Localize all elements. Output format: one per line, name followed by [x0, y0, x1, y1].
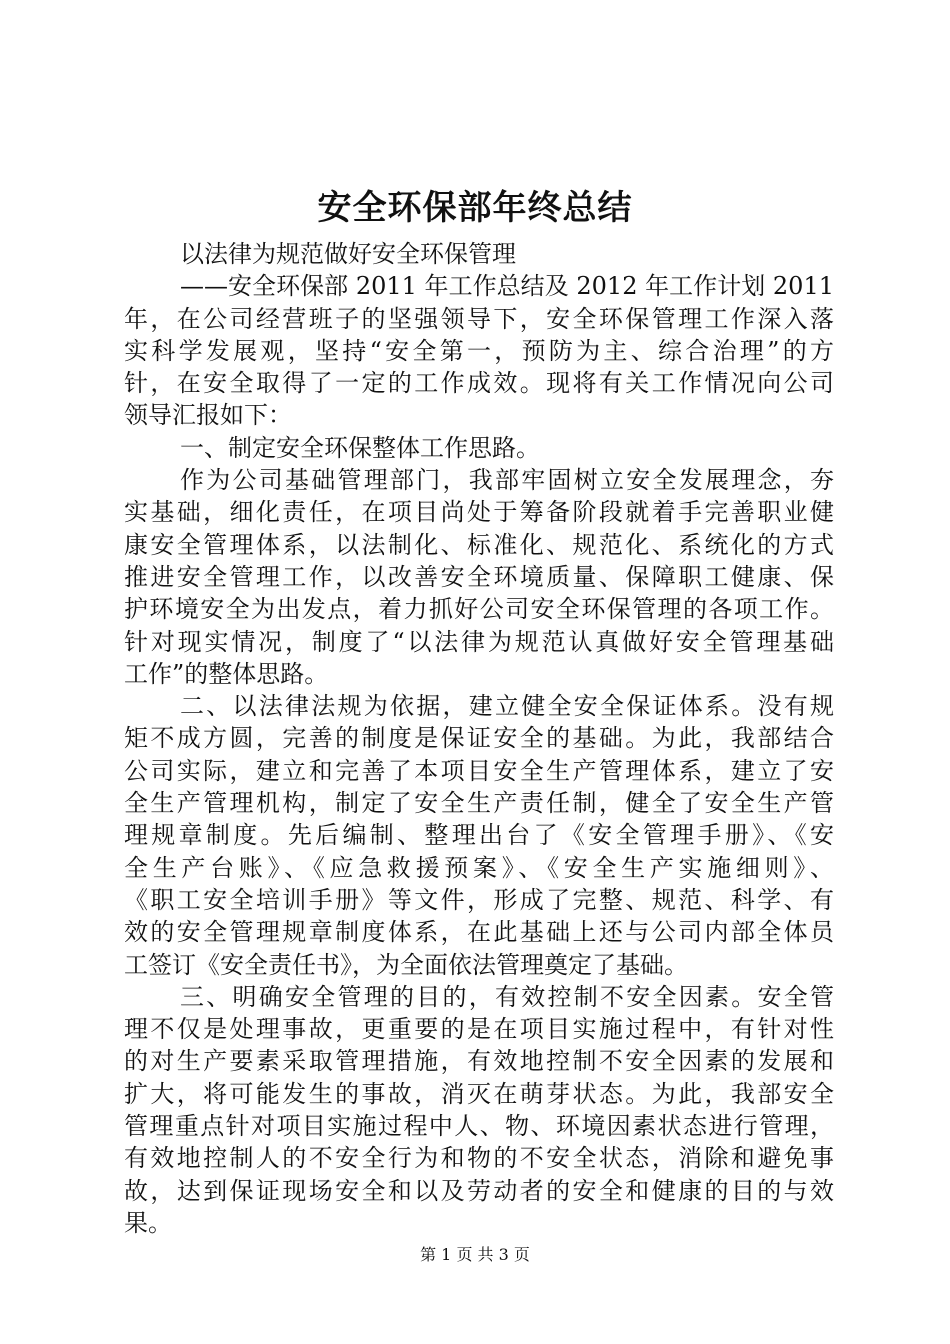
body-line: 护环境安全为出发点，着力抓好公司安全环保管理的各项工作。: [124, 595, 834, 624]
body-line: 果。: [124, 1208, 172, 1237]
body-line: 公司实际，建立和完善了本项目安全生产管理体系，建立了安: [124, 756, 834, 785]
body-line: 实科学发展观，坚持“安全第一，预防为主、综合治理”的方: [124, 336, 834, 365]
body-line: 针，在安全取得了一定的工作成效。现将有关工作情况向公司: [124, 369, 834, 398]
body-line: 《职工安全培训手册》等文件，形成了完整、规范、科学、有: [124, 885, 834, 914]
body-line: 全生产管理机构，制定了安全生产责任制，健全了安全生产管: [124, 789, 834, 818]
body-line: 作为公司基础管理部门，我部牢固树立安全发展理念，夯: [180, 466, 834, 495]
body-line: 针对现实情况，制度了“以法律为规范认真做好安全管理基础: [124, 627, 834, 656]
body-line: 理不仅是处理事故，更重要的是在项目实施过程中，有针对性: [124, 1015, 834, 1044]
body-line: ——安全环保部 2011 年工作总结及 2012 年工作计划 2011: [180, 272, 834, 301]
body-line: 年，在公司经营班子的坚强领导下，安全环保管理工作深入落: [124, 304, 834, 333]
body-line: 管理重点针对项目实施过程中人、物、环境因素状态进行管理，: [124, 1112, 834, 1141]
body-line: 的对生产要素采取管理措施，有效地控制不安全因素的发展和: [124, 1047, 834, 1076]
document-body: [124, 238, 834, 1239]
body-line: 实基础，细化责任，在项目尚处于筹备阶段就着手完善职业健: [124, 498, 834, 527]
body-line: 三、明确安全管理的目的，有效控制不安全因素。安全管: [180, 982, 834, 1011]
body-line: 工签订《安全责任书》，为全面依法管理奠定了基础。: [124, 950, 688, 979]
body-line: 一、制定安全环保整体工作思路。: [180, 433, 540, 462]
body-line: 以法律为规范做好安全环保管理: [180, 240, 516, 268]
body-line: 矩不成方圆，完善的制度是保证安全的基础。为此，我部结合: [124, 724, 834, 753]
body-line: 推进安全管理工作，以改善安全环境质量、保障职工健康、保: [124, 562, 834, 591]
body-line: 故，达到保证现场安全和以及劳动者的安全和健康的目的与效: [124, 1176, 834, 1205]
body-line: 领导汇报如下：: [124, 401, 292, 430]
body-line: 工作”的整体思路。: [124, 659, 329, 688]
body-line: 效的安全管理规章制度体系，在此基础上还与公司内部全体员: [124, 918, 834, 947]
body-line: 康安全管理体系，以法制化、标准化、规范化、系统化的方式: [124, 530, 834, 559]
body-line: 有效地控制人的不安全行为和物的不安全状态，消除和避免事: [124, 1144, 834, 1173]
page-title: 安全环保部年终总结: [317, 188, 633, 228]
body-line: 理规章制度。先后编制、整理出台了《安全管理手册》、《安: [124, 821, 834, 850]
body-line: 二、以法律法规为依据，建立健全安全保证体系。没有规: [180, 692, 834, 721]
body-line: 全生产台账》、《应急救援预案》、《安全生产实施细则》、: [124, 853, 834, 882]
page-footer: 第 1 页 共 3 页: [420, 1245, 530, 1264]
body-line: 扩大，将可能发生的事故，消灭在萌芽状态。为此，我部安全: [124, 1079, 834, 1108]
